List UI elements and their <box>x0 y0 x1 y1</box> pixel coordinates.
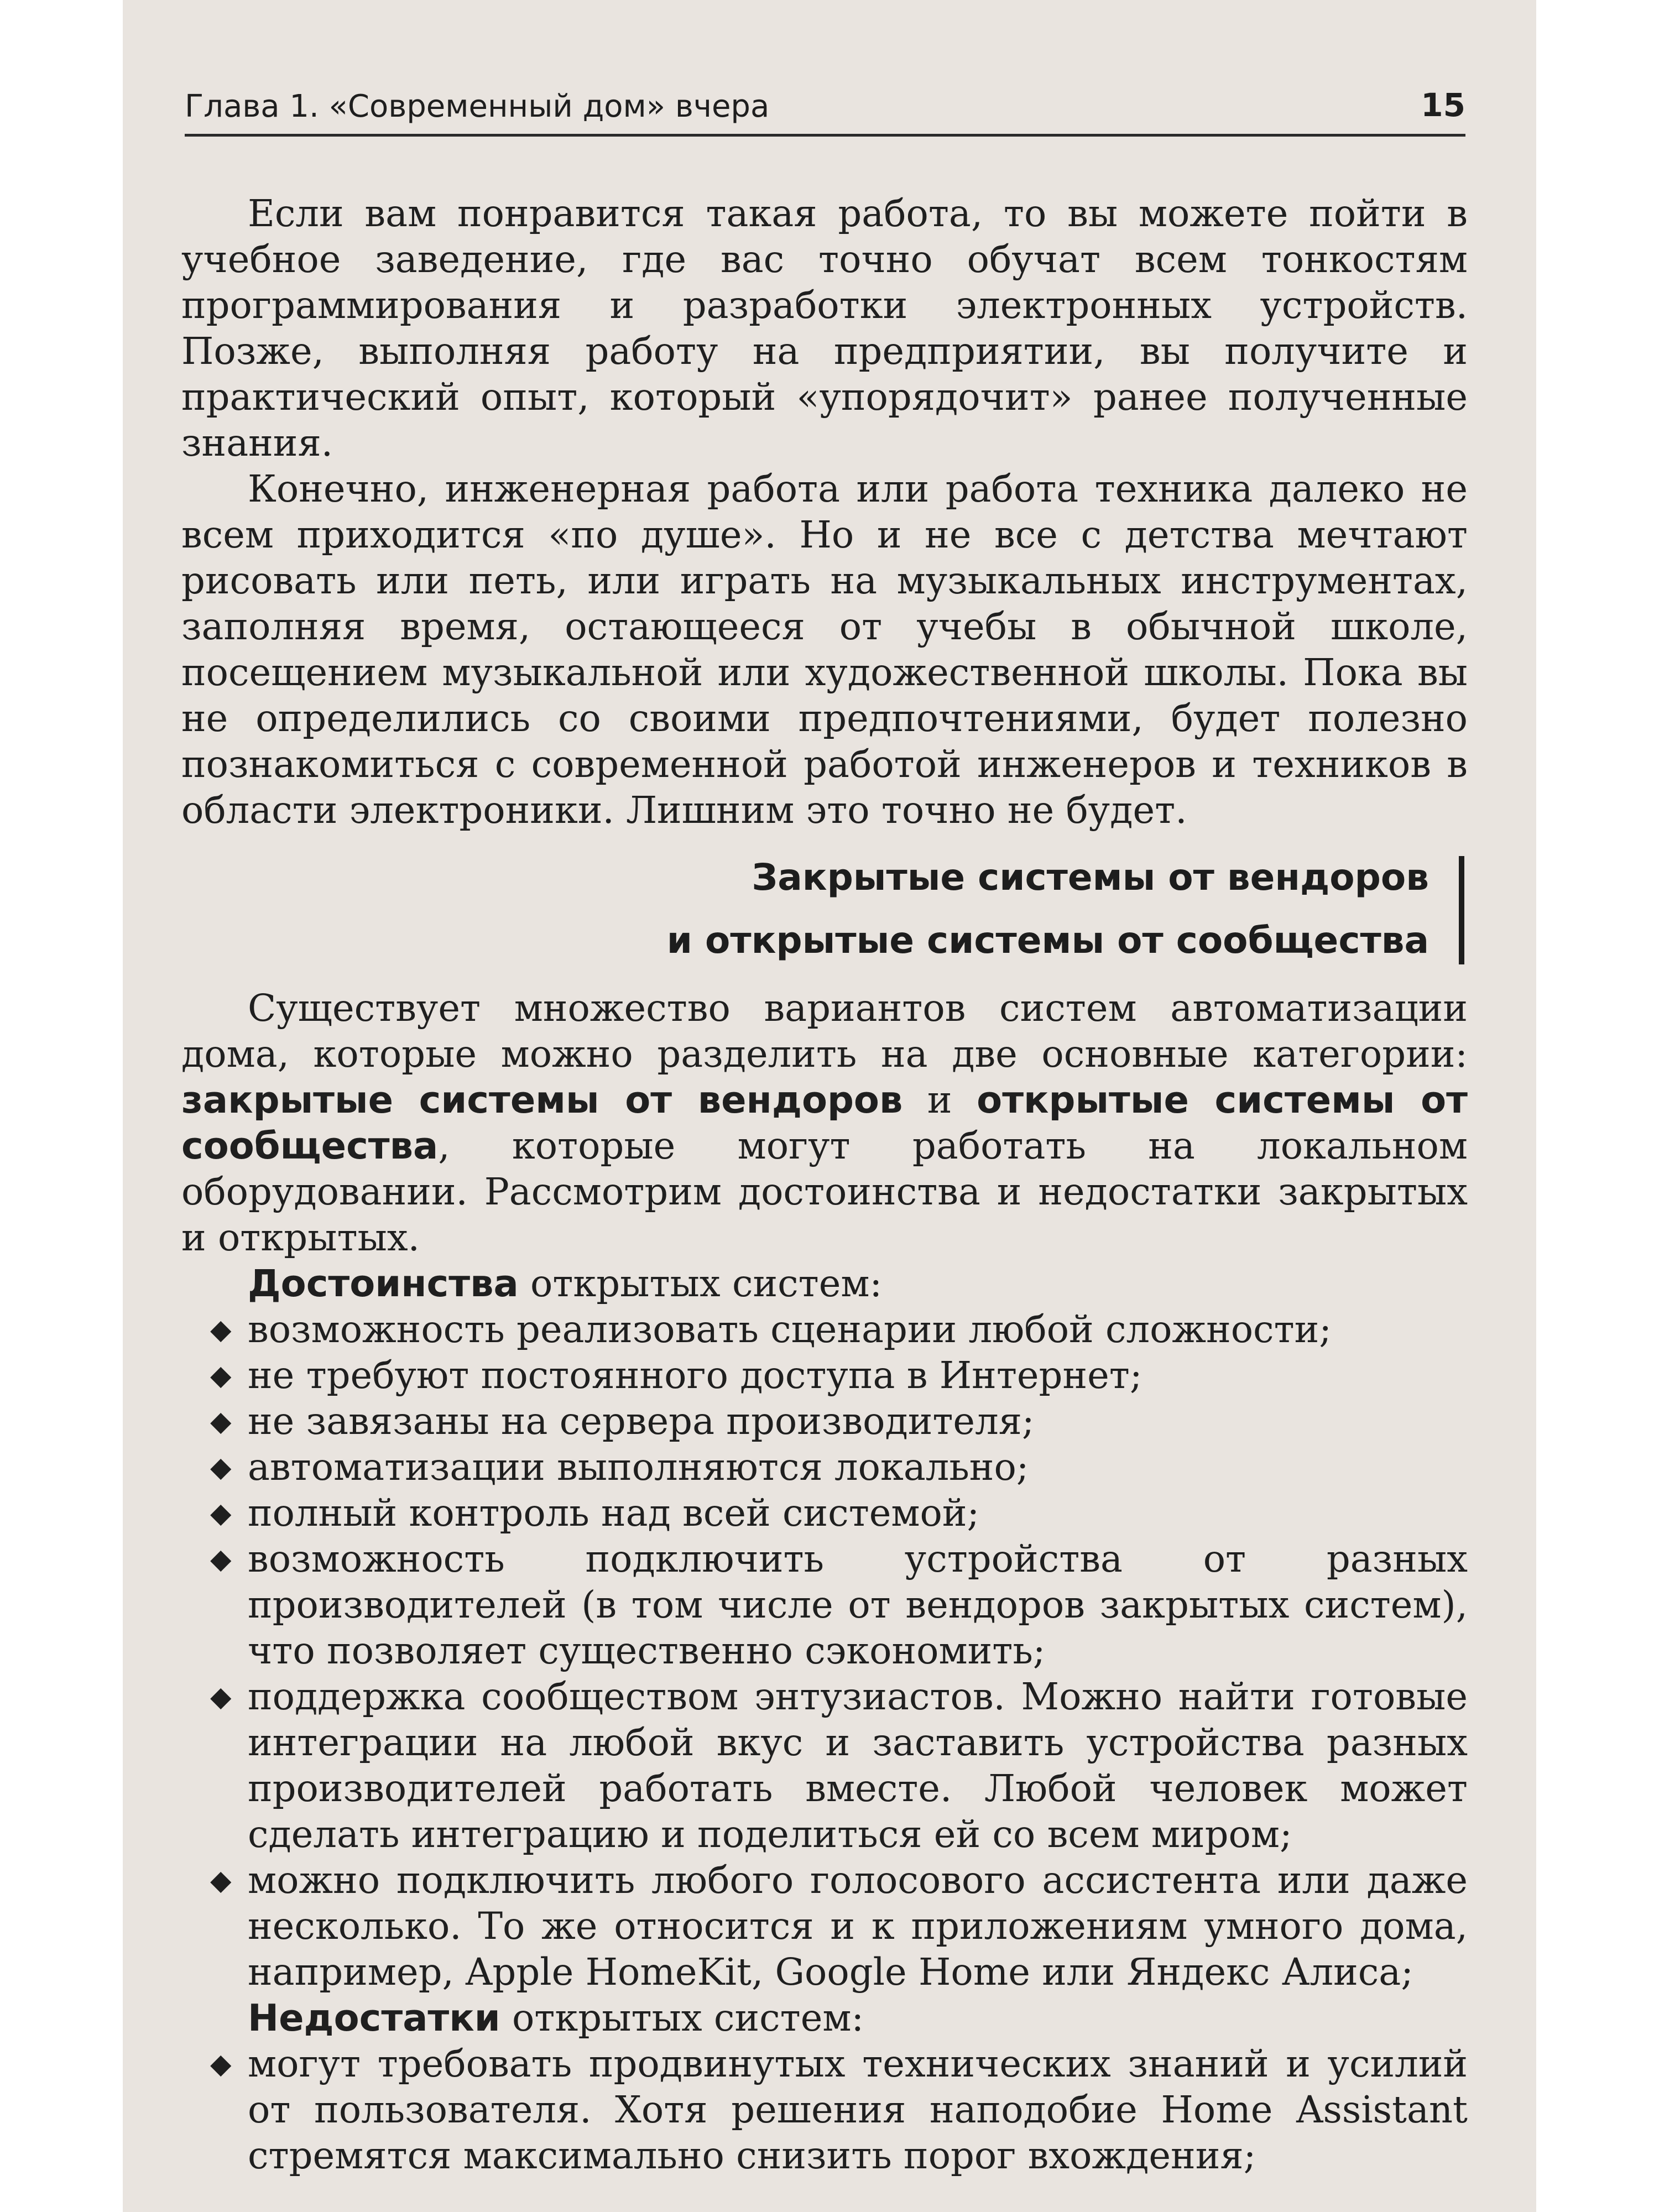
disadvantages-list <box>181 2041 1468 2179</box>
paragraph: Конечно, инженерная работа или работа техника далеко не всем приходится «по душе». Но и не все с детства мечтают рисовать или петь, или играть на музыкальных инструментах, заполняя время, остающееся от учебы в обычной школе, посещением музыкальной или художественной школы. Пока вы не определились со своими предпочтениями, будет полезно познакомиться с современной работой инженеров и техников в области электроники. Лишним это точно не будет. <box>181 467 1468 832</box>
diamond-bullet-icon: ◆ <box>210 1359 232 1391</box>
list-item: ◆ можно подключить любого голосового ассистента или даже несколько. То же относится и к приложениям умного дома, например, Apple HomeKit, Google Home или Яндекс Алиса; <box>210 1859 1468 1994</box>
section-body <box>181 985 1468 2179</box>
running-header <box>185 84 1465 137</box>
diamond-bullet-icon: ◆ <box>210 2048 232 2080</box>
diamond-bullet-icon: ◆ <box>210 1497 232 1529</box>
section-heading-line-1: Закрытые системы от вендоров <box>752 856 1429 899</box>
diamond-bullet-icon: ◆ <box>210 1451 232 1483</box>
diamond-bullet-icon: ◆ <box>210 1405 232 1437</box>
chapter-title: Глава 1. «Современный дом» вчера <box>185 88 770 124</box>
section-heading-line-2: и открытые системы от сообщества <box>666 919 1429 962</box>
list-item: ◆ автоматизации выполняются локально; <box>181 1444 1468 1490</box>
diamond-bullet-icon: ◆ <box>210 1864 232 1896</box>
disadvantages-label: Недостатки открытых систем: <box>248 1996 864 2039</box>
list-item: ◆ поддержка сообществом энтузиастов. Можно найти готовые интеграции на любой вкус и заставить устройства разных производителей работать вместе. Любой человек может сделать интеграцию и поделиться ей со всем миром; <box>210 1675 1468 1856</box>
diamond-bullet-icon: ◆ <box>210 1543 232 1575</box>
list-item: ◆ не завязаны на сервера производителя; <box>181 1399 1468 1444</box>
diamond-bullet-icon: ◆ <box>210 1313 232 1345</box>
list-item: ◆ возможность подключить устройства от разных производителей (в том числе от вендоров закрытых систем), что позволяет существенно сэкономить; <box>210 1537 1468 1672</box>
paragraph: Если вам понравится такая работа, то вы можете пойти в учебное заведение, где вас точно обучат всем тонкостям программирования и разработки электронных устройств. Позже, выполняя работу на предприятии, вы получите и практический опыт, который «упорядочит» ранее полученные знания. <box>181 192 1468 465</box>
section-paragraph: Существует множество вариантов систем автоматизации дома, которые можно разделить на две основные категории: закрытые системы от вендоров и открытые системы от сообщества, которые могут работать на локальном оборудовании. Рассмотрим достоинства и недостатки закрытых и открытых. <box>181 987 1468 1259</box>
list-item: ◆ полный контроль над всей системой; <box>181 1490 1468 1536</box>
diamond-bullet-icon: ◆ <box>210 1681 232 1713</box>
book-page <box>123 0 1536 2212</box>
list-item: ◆ могут требовать продвинутых технических знаний и усилий от пользователя. Хотя решения наподобие Home Assistant стремятся максимально снизить порог вхождения; <box>210 2042 1468 2177</box>
section-heading <box>181 846 1468 972</box>
list-item: ◆ не требуют постоянного доступа в Интернет; <box>181 1353 1468 1399</box>
page-number: 15 <box>1421 86 1465 124</box>
list-item: ◆ возможность реализовать сценарии любой сложности; <box>181 1307 1468 1353</box>
advantages-label: Достоинства открытых систем: <box>248 1262 883 1305</box>
advantages-list <box>181 1307 1468 1995</box>
heading-marker-bar <box>1459 856 1464 964</box>
intro-text <box>181 191 1468 833</box>
